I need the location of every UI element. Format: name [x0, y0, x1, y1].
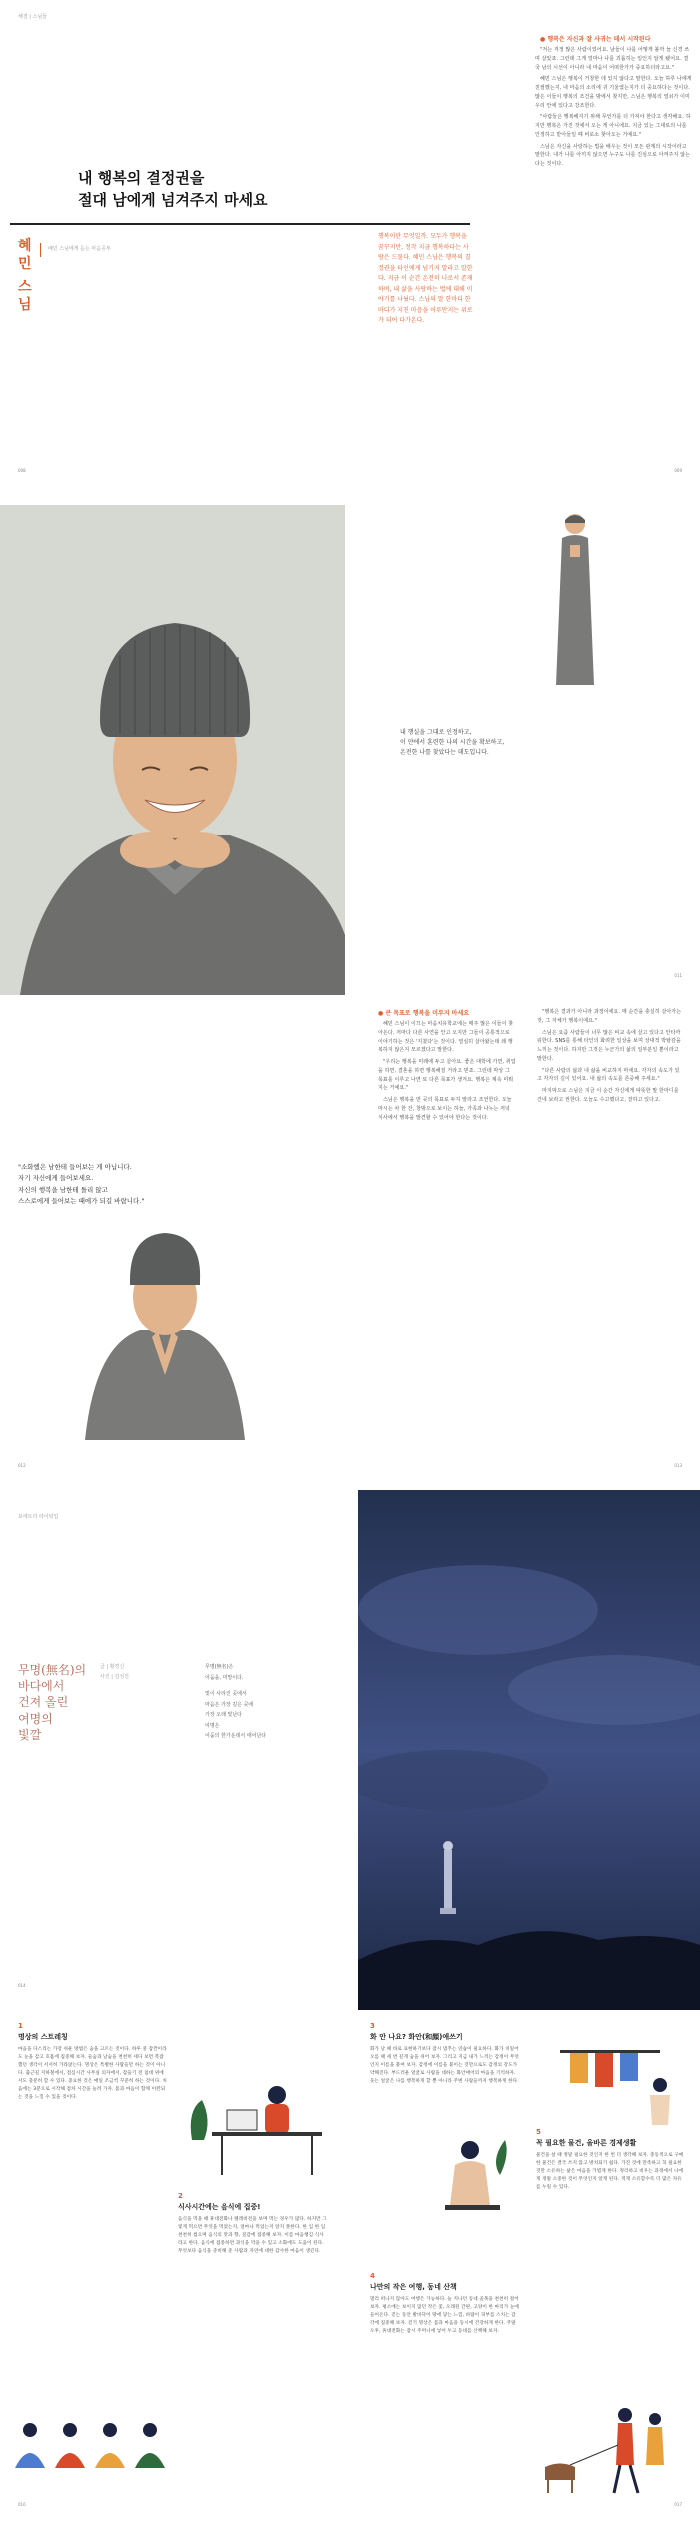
body-column-1	[378, 1020, 516, 1125]
paragraph: "우리는 행복을 미래에 두고 살아요. 좋은 대학에 가면, 취업을 하면, 결혼을 하면 행복해질 거라고 믿죠. 그런데 막상 그 목표를 이루고 나면 또 다른 목표가 생겨요. 행복은 계속 미뤄지는 거예요."	[378, 1059, 516, 1092]
tip-title: 식사시간에는 음식에 집중!	[178, 2203, 261, 2211]
monk-praying-illustration	[80, 1225, 250, 1440]
poem-line: 무명(無名)은	[205, 1664, 234, 1670]
page-number: 009	[674, 468, 682, 473]
page-number: 008	[18, 468, 26, 473]
quote-line: 자신의 행복을 남한테 돌리 않고	[18, 1185, 108, 1194]
quote-line: 자기 자신에게 들어보세요.	[18, 1174, 94, 1183]
paragraph: "다른 사람의 삶과 내 삶을 비교하지 마세요. 각자의 속도가 있고 각자의 길이 있어요. 내 삶의 속도를 존중해 주세요."	[537, 1067, 680, 1083]
portrait-photo	[0, 505, 345, 995]
spread-title	[0, 0, 700, 495]
tip-body: 멀리 떠나지 않아도 여행은 가능하다. 늘 지나던 동네 골목을 천천히 걸어 보자. 평소에는 보이지 않던 작은 꽃, 오래된 간판, 고양이 한 마리가 눈에 들어온다. 걷는 동안 발바닥이 땅에 닿는 느낌, 바람이 피부를 스치는 감각에 집중해 보자. 걷기 명상은 몸과 마음을 동시에 건강하게 한다. 주말 오후, 휴대전화는 잠시 주머니에 넣어 두고 동네를 산책해 보자.	[370, 2297, 519, 2335]
paragraph: 스님은 요즘 사람들이 너무 많은 비교 속에 살고 있다고 안타까워한다. SNS를 통해 타인의 화려한 일상을 보며 상대적 박탈감을 느끼는 것이다. 하지만 그것은 누군가의 삶의 일부분일 뿐이라고 말한다.	[537, 1029, 681, 1062]
poem-line: 어둠의 한가운데서 태어난다	[205, 1733, 267, 1739]
title-line-1: 내 행복의 결정권을	[78, 169, 205, 187]
paragraph: 스님은 행복을 먼 곳의 목표로 두지 말라고 조언한다. 오늘 마시는 차 한 잔, 창밖으로 보이는 하늘, 가족과 나누는 저녁 식사에서 행복을 발견할 수 있어야 한다는 것이다.	[378, 1097, 512, 1121]
section-heading: ● 큰 목표로 행복을 미루지 마세요	[378, 1010, 470, 1017]
credits	[100, 1662, 129, 1682]
spread-interview	[0, 1000, 700, 1490]
author-char: 혜	[18, 238, 32, 254]
poem-line: 빛이 사라진 곳에서	[205, 1691, 247, 1697]
spread-portrait	[0, 495, 700, 1000]
page-number: 012	[18, 1463, 26, 1468]
tip-body: 물건을 살 때 정말 필요한 것인지 한 번 더 생각해 보자. 충동적으로 구매한 물건은 결국 쓰지 않고 방치되기 쉽다. 가진 것에 만족하고 꼭 필요한 것만 소유하는 삶은 마음을 가볍게 한다. 정리하고 비우는 과정에서 나에게 정말 소중한 것이 무엇인지 알게 된다. 적게 소유할수록 더 많은 자유를 누릴 수 있다.	[536, 2153, 684, 2191]
caption-line: 이 얀에서 훈련한 나의 시간을 확보하고,	[400, 739, 505, 747]
tip-number: 4	[370, 2272, 375, 2280]
night-sea-photo	[358, 1490, 700, 2010]
page-017	[350, 2010, 700, 2529]
section-heading: ● 행복은 자신과 잘 사귀는 데서 시작된다	[540, 36, 651, 43]
desk-worker-illustration	[182, 2070, 332, 2180]
tip-number: 2	[178, 2192, 183, 2200]
meditation-group-illustration	[10, 2418, 170, 2478]
article-title	[78, 168, 368, 212]
page-014	[0, 1490, 350, 2010]
page-number: 014	[18, 1983, 26, 1988]
poem-title	[18, 1662, 86, 1743]
tip-section-2	[178, 2192, 328, 2256]
page-011	[350, 495, 700, 1000]
page-008	[0, 0, 350, 495]
page-number: 017	[674, 2502, 682, 2507]
credit-line: 사진 | 김성진	[100, 1674, 130, 1680]
tip-number: 3	[370, 2022, 375, 2030]
monk-portrait-illustration	[0, 505, 345, 995]
tip-title: 나만의 작은 여행, 동네 산책	[370, 2283, 457, 2291]
tip-section-3	[370, 2022, 520, 2086]
page-number: 013	[674, 1463, 682, 1468]
quote-line: 스스로에게 들어보는 때에가 되길 바랍니다."	[18, 1197, 145, 1206]
paragraph: "행복은 결과가 아니라 과정이에요. 매 순간을 충실히 살아가는 것, 그 자체가 행복이에요."	[537, 1009, 682, 1024]
paragraph: "사람들은 행복해지기 위해 무언가를 더 가져야 한다고 생각해요. 하지만 행복은 가진 것에서 오는 게 아니에요. 지금 있는 그대로의 나를 인정하고 받아들일 때 비로소 찾아오는 거예요."	[535, 114, 691, 138]
author-char: 님	[18, 296, 32, 313]
tip-number: 1	[18, 2022, 23, 2030]
author-char: 민	[18, 255, 32, 272]
poem-title-line: 무명(無名)의	[18, 1663, 87, 1677]
pull-quote	[18, 1162, 144, 1208]
page-number: 011	[674, 973, 682, 978]
poem-title-line: 빛깔	[18, 1727, 42, 1742]
body-column-2	[537, 1008, 683, 1108]
tip-section-1	[18, 2022, 168, 2102]
author-char: 스	[18, 279, 32, 295]
tip-body: 음식을 먹을 때 휴대전화나 텔레비전을 보며 먹는 경우가 많다. 하지만 그렇게 먹으면 무엇을 먹었는지, 얼마나 먹었는지 알지 못한다. 한 입 한 입 천천히 씹으며 음식의 맛과 향, 질감에 집중해 보자. 이를 마음챙김 식사라고 한다. 음식에 집중하면 과식을 막을 수 있고 소화에도 도움이 된다. 무엇보다 음식을 준비해 준 사람과 자연에 대한 감사한 마음이 생긴다.	[178, 2217, 327, 2255]
poem-line: 가장 오래 빛난다	[205, 1712, 242, 1718]
caption-line: 내 행실을 그대로 인정하고,	[400, 729, 472, 736]
credit-line: 글 | 황경신	[100, 1664, 125, 1670]
seated-woman-illustration	[440, 2135, 510, 2230]
author-note: 배민 스님에게 듣는 마음공부	[48, 246, 111, 252]
tip-title: 꼭 필요한 물건, 올바른 경제생활	[536, 2139, 637, 2147]
tip-section-5	[536, 2128, 686, 2192]
tip-body: 화가 날 때 바로 표현하기보다 잠시 멈추는 연습이 필요하다. 화가 치밀어 오를 때 세 번 깊게 숨을 쉬어 보자. 그리고 지금 내가 느끼는 감정이 무엇인지 이름을 붙여 보자. 감정에 이름을 붙이는 것만으로도 감정의 강도가 약해진다. 부드러운 얼굴로 사람을 대하는 화안애어의 마음을 기억하자. 웃는 얼굴은 나를 행복하게 할 뿐 아니라 주변 사람들까지 행복하게 한다.	[370, 2047, 519, 2085]
running-header: 포에트리 라이팅업	[18, 1514, 59, 1520]
body-text	[535, 46, 693, 172]
monk-standing-illustration	[550, 510, 600, 690]
page-009	[350, 0, 700, 495]
caption-line: 온전한 나를 찾았다는 데도입니다.	[400, 749, 489, 757]
spread-poem	[0, 1490, 700, 2010]
poem-line: 여명은	[205, 1722, 220, 1729]
paragraph: 스님은 자신을 사랑하는 법을 배우는 것이 모든 관계의 시작이라고 말한다. 내가 나를 아끼지 않으면 누구도 나를 진심으로 아껴주지 않는다는 것이다.	[535, 143, 690, 167]
tip-number: 5	[536, 2128, 541, 2136]
shopping-illustration	[550, 2040, 680, 2125]
poem-title-line: 여명의	[18, 1711, 53, 1726]
tip-title: 명상의 스트레칭	[18, 2033, 68, 2041]
spread-tips	[0, 2010, 700, 2529]
page-number: 016	[18, 2502, 26, 2507]
tip-title: 화 안 나요? 화안(和顔)애쓰기	[370, 2033, 463, 2041]
paragraph: 마지막으로 스님은 지금 이 순간 자신에게 따뜻한 말 한마디를 건네 보라고 권한다. 오늘도 수고했다고, 잘하고 있다고.	[537, 1088, 679, 1103]
quote-line: "소화했은 남한테 들어보는 게 아닙니다.	[18, 1163, 132, 1171]
running-header: 해결 | 스님들	[18, 14, 48, 20]
poem-title-line: 건져 올린	[18, 1695, 69, 1710]
page-013	[350, 1000, 700, 1490]
intro-text: 행복이란 무엇일까. 모두가 행복을 꿈꾸지만, 정작 지금 행복하다는 사람은 드물다. 혜민 스님은 행복의 결정권을 타인에게 넘기지 말라고 말한다. 지금 이 순간 온전히 나로서 존재하며, 내 삶을 사랑하는 법에 대해 이야기를 나눴다. 스님의 말 한마디 한마디가 지친 마음을 어루만지는 위로가 되어 다가온다.	[378, 233, 473, 324]
paragraph: 혜민 스님이 이끄는 마음치유학교에는 매주 많은 이들이 찾아온다. 저마다 다른 사연을 안고 오지만 그들이 공통적으로 이야기하는 것은 '지쳤다'는 것이다. 열심히 살아왔는데 왜 행복하지 않은지 모르겠다고 말한다.	[378, 1021, 514, 1054]
author-name	[18, 238, 32, 314]
night-statue-photo	[358, 1490, 700, 2010]
photo-caption	[400, 728, 504, 759]
poem-body	[205, 1662, 266, 1742]
walking-dog-illustration	[530, 2405, 680, 2495]
paragraph: 혜민 스님은 행복이 거창한 데 있지 않다고 말한다. 오늘 하루 나에게 친절했는지, 내 마음의 소리에 귀 기울였는지가 더 중요하다는 것이다. 많은 이들이 행복의 조건을 밖에서 찾지만, 스님은 행복의 열쇠가 이미 우리 안에 있다고 강조한다.	[535, 76, 692, 109]
title-line-2: 절대 남에게 넘겨주지 마세요	[78, 190, 268, 209]
tip-body: 마음을 다스리는 가장 쉬운 방법은 숨을 고르는 것이다. 하루 중 잠깐이라도 눈을 감고 호흡에 집중해 보자. 들숨과 날숨을 천천히 세다 보면 복잡했던 생각이 서서히 가라앉는다. 명상은 특별한 사람들만 하는 것이 아니다. 출근길 지하철에서, 점심시간 사무실 의자에서, 잠들기 전 침대 위에서도 충분히 할 수 있다. 중요한 것은 매일 조금씩 꾸준히 하는 것이다. 처음에는 3분으로 시작해 점차 시간을 늘려 가자. 몸과 마음이 함께 이완되는 것을 느낄 수 있을 것이다.	[18, 2047, 167, 2101]
page-012	[0, 1000, 350, 1490]
paragraph: "저는 걱정 많은 사람이었어요. 남들이 나를 어떻게 볼까 늘 신경 쓰며 살았죠. 그런데 그게 얼마나 나를 괴롭히는 일인지 알게 됐어요. 결국 남의 시선이 아니라 내 마음이 어떠한가가 중요하더라고요."	[535, 47, 690, 71]
page-016	[0, 2010, 350, 2529]
tip-section-4	[370, 2272, 520, 2336]
poem-title-line: 바다에서	[18, 1679, 65, 1694]
author-divider	[40, 243, 41, 257]
poem-line: 마음은 가장 깊은 곳에	[205, 1701, 254, 1708]
poem-line: 어둠을, 미망이다.	[205, 1674, 244, 1681]
